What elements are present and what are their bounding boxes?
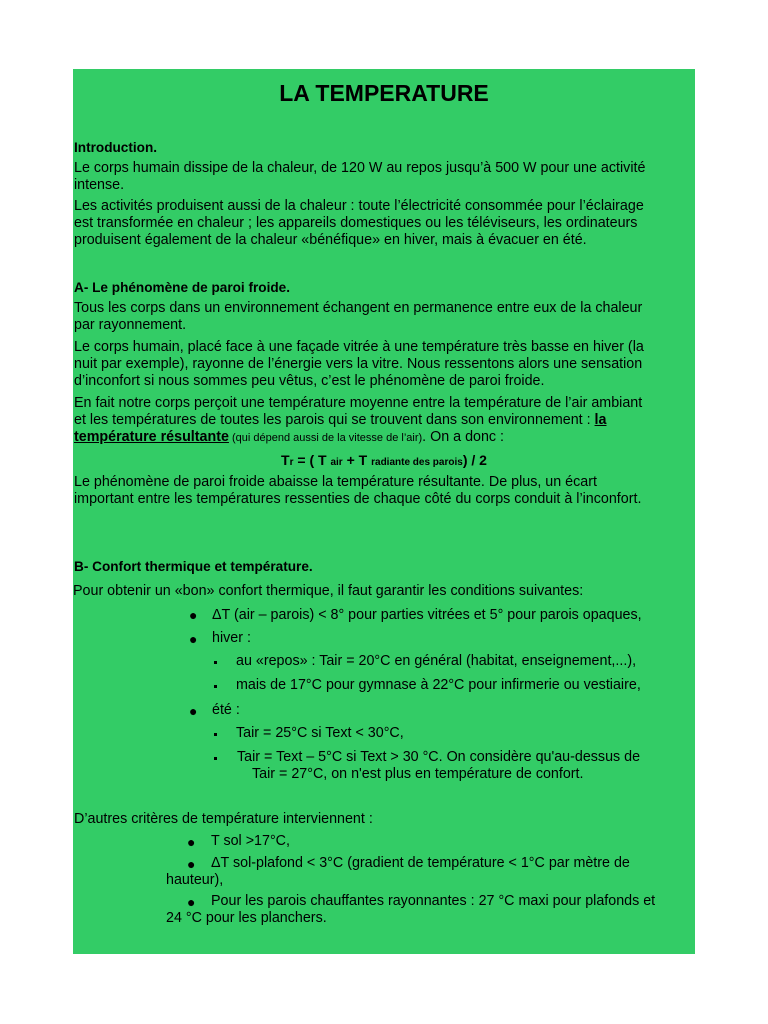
resultant-temperature-term: température résultante: [74, 429, 229, 445]
section-a-p4-line1: Le phénomène de paroi froide abaisse la température résultante. De plus, un écart: [74, 474, 597, 490]
summer-line2: Tair = Text – 5°C si Text > 30 °C. On considère qu'au-dessus de: [237, 749, 641, 765]
formula-t: T: [281, 452, 290, 468]
intro-p1-line2: intense.: [74, 177, 125, 193]
formula-part2: + T: [342, 452, 372, 468]
summer-line2-cont: Tair = 27°C, on n'est plus en température de confort.: [252, 766, 584, 782]
bullet-icon: ●: [189, 631, 198, 647]
condition-summer: été :: [212, 702, 240, 718]
section-a-p3-line2: [74, 412, 606, 429]
intro-p2-line2: est transformée en chaleur ; les appareils domestiques ou les téléviseurs, les ordinateurs: [74, 215, 638, 231]
criterion-floor-temp: T sol >17°C,: [211, 833, 290, 849]
other-criteria-lead: D’autres critères de température interviennent :: [74, 811, 373, 827]
bullet-icon: ●: [187, 856, 196, 872]
intro-heading: Introduction.: [74, 140, 158, 155]
criterion-radiant-line2: 24 °C pour les planchers.: [166, 910, 327, 926]
formula-sub-parois: radiante des parois: [371, 457, 463, 468]
formula-sub-air: air: [330, 457, 343, 468]
section-a-p3-line1: En fait notre corps perçoit une température moyenne entre la température de l’air ambiant: [74, 395, 643, 411]
air-speed-note: (qui dépend aussi de la vitesse de l’air): [228, 432, 423, 444]
condition-delta-t: ΔT (air – parois) < 8° pour parties vitrées et 5° pour parois opaques,: [212, 607, 642, 623]
section-a-p3-end: . On a donc :: [422, 429, 505, 445]
intro-p2-line3: produisent également de la chaleur «bénéfique» en hiver, mais à évacuer en été.: [74, 232, 587, 248]
criterion-gradient-line1: ΔT sol-plafond < 3°C (gradient de température < 1°C par mètre de: [211, 855, 630, 871]
section-a-p3-line3: [74, 429, 504, 447]
square-bullet-icon: [214, 733, 217, 736]
bullet-icon: ●: [189, 703, 198, 719]
criterion-gradient-line2: hauteur),: [166, 872, 224, 888]
bullet-icon: ●: [189, 607, 198, 623]
section-a-p3-text: et les températures de toutes les parois qui se trouvent dans son environnement :: [74, 412, 595, 428]
square-bullet-icon: [214, 757, 217, 760]
resultant-temperature-formula: [73, 452, 695, 471]
document-page: [73, 69, 695, 954]
bullet-icon: ●: [187, 894, 196, 910]
square-bullet-icon: [214, 661, 217, 664]
intro-p1-line1: Le corps humain dissipe de la chaleur, de 120 W au repos jusqu’à 500 W pour une activité: [74, 160, 646, 176]
formula-sub-r: r: [289, 457, 294, 468]
criterion-radiant-line1: Pour les parois chauffantes rayonnantes : 27 °C maxi pour plafonds et: [211, 893, 656, 909]
section-b-heading: B- Confort thermique et température.: [74, 559, 313, 574]
condition-winter: hiver :: [212, 630, 251, 646]
page-title: LA TEMPERATURE: [279, 80, 489, 106]
intro-p2-line1: Les activités produisent aussi de la chaleur : toute l’électricité consommée pour l’éclairage: [74, 198, 644, 214]
formula-part1: = ( T: [293, 452, 331, 468]
section-b-lead: Pour obtenir un «bon» confort thermique, il faut garantir les conditions suivantes:: [73, 583, 584, 599]
bullet-icon: ●: [187, 834, 196, 850]
section-a-p2-line2: nuit par exemple), rayonne de l’énergie vers la vitre. Nous ressentons alors une sensation: [74, 356, 643, 372]
winter-gym: mais de 17°C pour gymnase à 22°C pour infirmerie ou vestiaire,: [236, 677, 641, 693]
section-a-p2-line3: d’inconfort si nous sommes peu vêtus, c’est le phénomène de paroi froide.: [74, 373, 545, 389]
resultant-temperature-term-start: la: [594, 412, 607, 428]
section-a-p4-line2: important entre les températures ressenties de chaque côté du corps conduit à l’inconfort.: [74, 491, 642, 507]
winter-rest: au «repos» : Tair = 20°C en général (habitat, enseignement,...),: [236, 653, 637, 669]
formula-part3: ) / 2: [462, 452, 487, 468]
section-a-p1-line2: par rayonnement.: [74, 317, 187, 333]
section-a-p2-line1: Le corps humain, placé face à une façade vitrée à une température très basse en hiver (la: [74, 339, 644, 355]
section-a-heading: A- Le phénomène de paroi froide.: [74, 280, 291, 295]
square-bullet-icon: [214, 685, 217, 688]
section-a-p1-line1: Tous les corps dans un environnement échangent en permanence entre eux de la chaleur: [74, 300, 643, 316]
summer-line1: Tair = 25°C si Text < 30°C,: [236, 725, 404, 741]
